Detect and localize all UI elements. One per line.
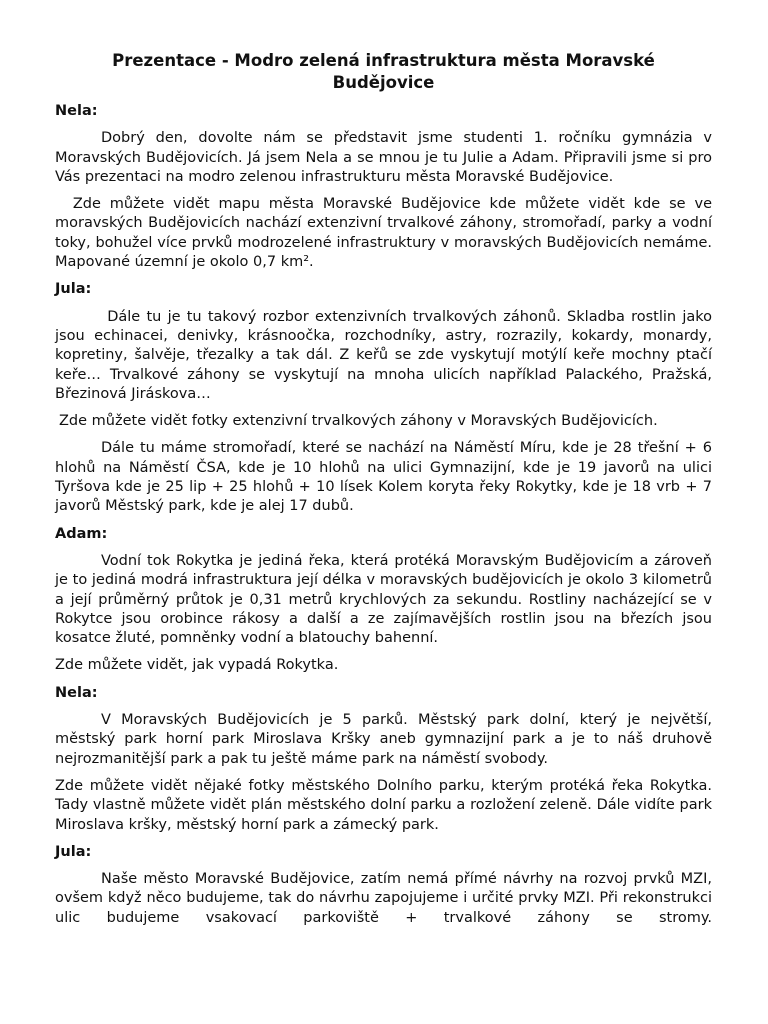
speaker-label: Nela: <box>55 684 98 701</box>
paragraph: Zde můžete vidět nějaké fotky městského Dolního parku, kterým protéká řeka Rokytka. Tady vlastně můžete vidět plán městského dolní parku a rozložení zeleně. Dále vidíte park Miroslava kršky, městský horní park a zámecký park. <box>55 777 712 833</box>
document-body <box>55 102 712 928</box>
paragraph: Naše město Moravské Budějovice, zatím nemá přímé návrhy na rozvoj prvků MZI, ovšem když něco budujeme, tak do návrhu zapojujeme i určité prvky MZI. Při rekonstrukci ulic budujeme vsakovací parkoviště + trvalkové záhony se stromy. <box>55 871 712 926</box>
paragraph: V Moravských Budějovicích je 5 parků. Městský park dolní, který je největší, městský park horní park Miroslava Kršky aneb gymnazijní park a je to náš druhově nejrozmanitější park a pak tu ještě máme park na náměstí svobody. <box>55 712 712 767</box>
paragraph: Dobrý den, dovolte nám se představit jsme studenti 1. ročníku gymnázia v Moravských Budějovicích. Já jsem Nela a se mnou je tu Julie a Adam. Připravili jsme si pro Vás prezentaci na modro zelenou infrastrukturu města Moravské Budějovice. <box>55 130 712 185</box>
document-page <box>55 50 712 936</box>
document-title: Prezentace - Modro zelená infrastruktura města Moravské Budějovice <box>112 51 655 92</box>
speaker-label: Adam: <box>55 525 108 542</box>
paragraph: Dále tu je tu takový rozbor extenzivních trvalkových záhonů. Skladba rostlin jako jsou echinacei, denivky, krásnoočka, rozchodníky, astry, rozrazily, kokardy, monardy, kopretiny, šalvěje, třezalky a tak dál. Z keřů se zde vyskytují motýlí keře mochny ptačí keře… Trvalkové záhony se vyskytují na mnoha ulicích například Palackého, Pražská, Březinová Jiráskova… <box>55 308 712 402</box>
paragraph: Vodní tok Rokytka je jediná řeka, která protéká Moravským Budějovicím a zároveň je to jediná modrá infrastruktura její délka v moravských budějovicích je okolo 3 kilometrů a její průměrný průtok je 0,31 metrů krychlových za sekundu. Rostliny nacházející se v Rokytce jsou orobince rákosy a další a ze zajímavějších rostlin jsou na březích jsou kosatce žluté, pomněnky vodní a blatouchy bahenní. <box>55 552 712 647</box>
paragraph: Dále tu máme stromořadí, které se nachází na Náměstí Míru, kde je 28 třešní + 6 hlohů na Náměstí ČSA, kde je 10 hlohů na ulici Gymnazijní, kde je 19 javorů na ulici Tyršova kde je 25 lip + 25 hlohů + 10 lísek Kolem koryta řeky Rokytky, kde je 18 vrb + 7 javorů Městský park, kde je alej 17 dubů. <box>55 440 712 515</box>
paragraph: Zde můžete vidět mapu města Moravské Budějovice kde můžete vidět kde se ve moravských Budějovicích nachází extenzivní trvalkové záhony, stromořadí, parky a vodní toky, bohužel více prvků modrozelené infrastruktury v moravských Budějovicích nemáme. Mapované územní je okolo 0,7 km². <box>55 196 712 271</box>
paragraph: Zde můžete vidět fotky extenzivní trvalkových záhony v Moravských Budějovicích. <box>59 413 658 430</box>
paragraph: Zde můžete vidět, jak vypadá Rokytka. <box>55 657 339 674</box>
speaker-label: Jula: <box>55 281 92 298</box>
speaker-label: Jula: <box>55 843 92 860</box>
speaker-label: Nela: <box>55 103 98 119</box>
